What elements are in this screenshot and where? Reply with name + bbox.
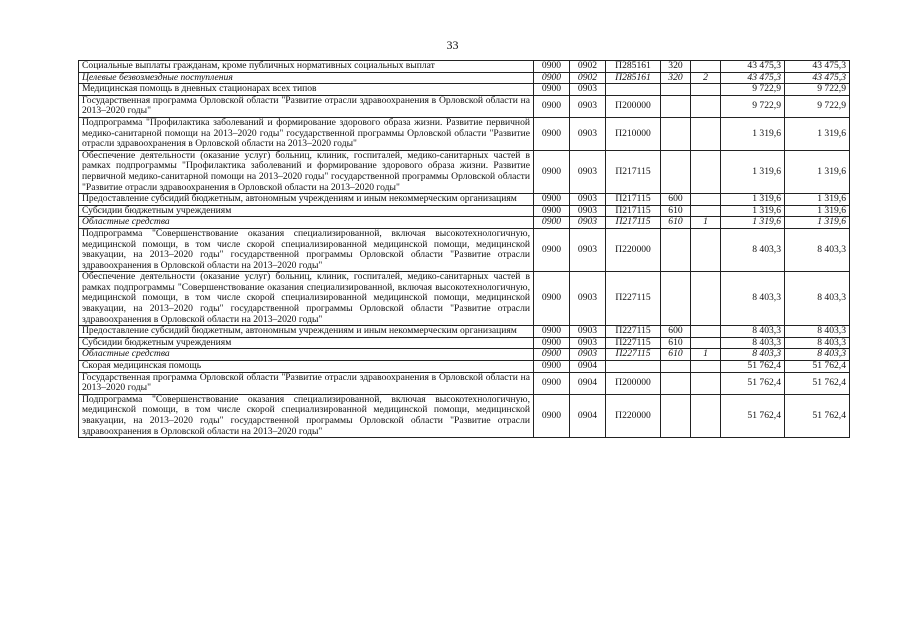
section-code-cell: 0900 bbox=[534, 349, 570, 361]
page-number: 33 bbox=[446, 38, 459, 52]
table-row bbox=[79, 95, 850, 117]
target-article-cell: П227115 bbox=[606, 349, 661, 361]
amount-cell-2: 1 319,6 bbox=[785, 117, 850, 150]
table-row bbox=[79, 361, 850, 373]
target-article-cell bbox=[606, 361, 661, 373]
target-article-cell: П217115 bbox=[606, 150, 661, 193]
funding-source-cell bbox=[691, 61, 721, 73]
table-row bbox=[79, 272, 850, 326]
amount-cell-1: 8 403,3 bbox=[721, 326, 785, 338]
funding-source-cell: 1 bbox=[691, 217, 721, 229]
target-article-cell bbox=[606, 84, 661, 96]
table-row bbox=[79, 372, 850, 394]
amount-cell-1: 43 475,3 bbox=[721, 72, 785, 84]
funding-source-cell bbox=[691, 228, 721, 271]
funding-source-cell bbox=[691, 372, 721, 394]
subsection-code-cell: 0903 bbox=[570, 349, 606, 361]
table-row bbox=[79, 217, 850, 229]
section-code-cell: 0900 bbox=[534, 205, 570, 217]
table-row bbox=[79, 61, 850, 73]
amount-cell-1: 51 762,4 bbox=[721, 372, 785, 394]
row-name-cell: Государственная программа Орловской области "Развитие отрасли здравоохранения в Орловской области на 2013–2020 годы" bbox=[79, 372, 534, 394]
expense-type-cell bbox=[661, 117, 691, 150]
row-name-cell: Предоставление субсидий бюджетным, автономным учреждениям и иным некоммерческим организациям bbox=[79, 194, 534, 206]
expense-type-cell bbox=[661, 95, 691, 117]
budget-table bbox=[78, 60, 850, 438]
subsection-code-cell: 0903 bbox=[570, 194, 606, 206]
section-code-cell: 0900 bbox=[534, 72, 570, 84]
target-article-cell: П217115 bbox=[606, 205, 661, 217]
amount-cell-1: 9 722,9 bbox=[721, 84, 785, 96]
row-name-cell: Обеспечение деятельности (оказание услуг) больниц, клиник, госпиталей, медико-санитарных частей в рамках подпрограммы "Совершенствование оказания специализированной, включая высокотехнологичную, медицинской помощи, в том числе скорой специализированной медицинской помощи, медицинской эвакуации, на 2013–2020 годы" государственной программы Орловской области "Развитие отрасли здравоохранения в Орловской области на 2013–2020 годы" bbox=[79, 272, 534, 326]
amount-cell-2: 8 403,3 bbox=[785, 272, 850, 326]
target-article-cell: П200000 bbox=[606, 95, 661, 117]
funding-source-cell: 1 bbox=[691, 349, 721, 361]
target-article-cell: П227115 bbox=[606, 337, 661, 349]
table-row bbox=[79, 337, 850, 349]
amount-cell-2: 9 722,9 bbox=[785, 84, 850, 96]
row-name-cell: Областные средства bbox=[79, 217, 534, 229]
row-name-cell: Областные средства bbox=[79, 349, 534, 361]
table-row bbox=[79, 84, 850, 96]
expense-type-cell: 320 bbox=[661, 61, 691, 73]
table-row bbox=[79, 150, 850, 193]
section-code-cell: 0900 bbox=[534, 61, 570, 73]
target-article-cell: П217115 bbox=[606, 194, 661, 206]
table-row bbox=[79, 117, 850, 150]
target-article-cell: П227115 bbox=[606, 326, 661, 338]
expense-type-cell: 610 bbox=[661, 217, 691, 229]
funding-source-cell bbox=[691, 337, 721, 349]
row-name-cell: Скорая медицинская помощь bbox=[79, 361, 534, 373]
amount-cell-2: 1 319,6 bbox=[785, 194, 850, 206]
expense-type-cell bbox=[661, 150, 691, 193]
subsection-code-cell: 0903 bbox=[570, 117, 606, 150]
target-article-cell: П210000 bbox=[606, 117, 661, 150]
row-name-cell: Подпрограмма "Совершенствование оказания специализированной, включая высокотехнологичную, медицинской помощи, в том числе скорой специализированной медицинской помощи, медицинской эвакуации, на 2013–2020 годы" государственной программы Орловской области "Развитие отрасли здравоохранения в Орловской области на 2013–2020 годы" bbox=[79, 394, 534, 437]
target-article-cell: П200000 bbox=[606, 372, 661, 394]
section-code-cell: 0900 bbox=[534, 150, 570, 193]
section-code-cell: 0900 bbox=[534, 217, 570, 229]
subsection-code-cell: 0903 bbox=[570, 337, 606, 349]
expense-type-cell: 610 bbox=[661, 205, 691, 217]
amount-cell-2: 43 475,3 bbox=[785, 72, 850, 84]
section-code-cell: 0900 bbox=[534, 372, 570, 394]
section-code-cell: 0900 bbox=[534, 326, 570, 338]
amount-cell-2: 8 403,3 bbox=[785, 337, 850, 349]
funding-source-cell bbox=[691, 361, 721, 373]
row-name-cell: Медицинская помощь в дневных стационарах всех типов bbox=[79, 84, 534, 96]
amount-cell-1: 8 403,3 bbox=[721, 349, 785, 361]
amount-cell-1: 1 319,6 bbox=[721, 194, 785, 206]
expense-type-cell: 320 bbox=[661, 72, 691, 84]
amount-cell-2: 8 403,3 bbox=[785, 228, 850, 271]
row-name-cell: Подпрограмма "Совершенствование оказания специализированной, включая высокотехнологичную, медицинской помощи, в том числе скорой специализированной медицинской помощи, медицинской эвакуации, на 2013–2020 годы" государственной программы Орловской области "Развитие отрасли здравоохранения в Орловской области на 2013–2020 годы" bbox=[79, 228, 534, 271]
subsection-code-cell: 0902 bbox=[570, 72, 606, 84]
section-code-cell: 0900 bbox=[534, 117, 570, 150]
row-name-cell: Предоставление субсидий бюджетным, автономным учреждениям и иным некоммерческим организациям bbox=[79, 326, 534, 338]
amount-cell-2: 1 319,6 bbox=[785, 205, 850, 217]
expense-type-cell bbox=[661, 272, 691, 326]
section-code-cell: 0900 bbox=[534, 228, 570, 271]
amount-cell-1: 8 403,3 bbox=[721, 228, 785, 271]
table-row bbox=[79, 394, 850, 437]
subsection-code-cell: 0903 bbox=[570, 217, 606, 229]
amount-cell-2: 1 319,6 bbox=[785, 217, 850, 229]
amount-cell-1: 8 403,3 bbox=[721, 337, 785, 349]
subsection-code-cell: 0903 bbox=[570, 326, 606, 338]
funding-source-cell: 2 bbox=[691, 72, 721, 84]
subsection-code-cell: 0904 bbox=[570, 372, 606, 394]
funding-source-cell bbox=[691, 95, 721, 117]
table-row bbox=[79, 228, 850, 271]
expense-type-cell bbox=[661, 84, 691, 96]
amount-cell-2: 51 762,4 bbox=[785, 372, 850, 394]
funding-source-cell bbox=[691, 117, 721, 150]
target-article-cell: П217115 bbox=[606, 217, 661, 229]
amount-cell-2: 43 475,3 bbox=[785, 61, 850, 73]
amount-cell-1: 43 475,3 bbox=[721, 61, 785, 73]
amount-cell-2: 9 722,9 bbox=[785, 95, 850, 117]
target-article-cell: П285161 bbox=[606, 72, 661, 84]
row-name-cell: Субсидии бюджетным учреждениям bbox=[79, 337, 534, 349]
amount-cell-1: 8 403,3 bbox=[721, 272, 785, 326]
amount-cell-1: 9 722,9 bbox=[721, 95, 785, 117]
funding-source-cell bbox=[691, 194, 721, 206]
table-row bbox=[79, 205, 850, 217]
funding-source-cell bbox=[691, 326, 721, 338]
subsection-code-cell: 0903 bbox=[570, 95, 606, 117]
target-article-cell: П285161 bbox=[606, 61, 661, 73]
row-name-cell: Государственная программа Орловской области "Развитие отрасли здравоохранения в Орловской области на 2013–2020 годы" bbox=[79, 95, 534, 117]
amount-cell-2: 8 403,3 bbox=[785, 349, 850, 361]
expense-type-cell: 600 bbox=[661, 326, 691, 338]
amount-cell-2: 8 403,3 bbox=[785, 326, 850, 338]
section-code-cell: 0900 bbox=[534, 361, 570, 373]
amount-cell-2: 51 762,4 bbox=[785, 394, 850, 437]
row-name-cell: Подпрограмма "Профилактика заболеваний и формирование здорового образа жизни. Развитие первичной медико-санитарной помощи на 2013–2020 годы" государственной программы Орловской области "Развитие отрасли здравоохранения в Орловской области на 2013–2020 годы" bbox=[79, 117, 534, 150]
section-code-cell: 0900 bbox=[534, 394, 570, 437]
subsection-code-cell: 0904 bbox=[570, 394, 606, 437]
row-name-cell: Социальные выплаты гражданам, кроме публичных нормативных социальных выплат bbox=[79, 61, 534, 73]
subsection-code-cell: 0904 bbox=[570, 361, 606, 373]
expense-type-cell: 600 bbox=[661, 194, 691, 206]
amount-cell-1: 1 319,6 bbox=[721, 117, 785, 150]
target-article-cell: П220000 bbox=[606, 228, 661, 271]
funding-source-cell bbox=[691, 84, 721, 96]
expense-type-cell bbox=[661, 372, 691, 394]
expense-type-cell bbox=[661, 394, 691, 437]
funding-source-cell bbox=[691, 150, 721, 193]
expense-type-cell: 610 bbox=[661, 349, 691, 361]
section-code-cell: 0900 bbox=[534, 95, 570, 117]
target-article-cell: П227115 bbox=[606, 272, 661, 326]
table-row bbox=[79, 72, 850, 84]
subsection-code-cell: 0903 bbox=[570, 205, 606, 217]
amount-cell-1: 1 319,6 bbox=[721, 205, 785, 217]
funding-source-cell bbox=[691, 272, 721, 326]
section-code-cell: 0900 bbox=[534, 194, 570, 206]
expense-type-cell bbox=[661, 228, 691, 271]
funding-source-cell bbox=[691, 205, 721, 217]
section-code-cell: 0900 bbox=[534, 337, 570, 349]
subsection-code-cell: 0903 bbox=[570, 228, 606, 271]
amount-cell-2: 51 762,4 bbox=[785, 361, 850, 373]
row-name-cell: Обеспечение деятельности (оказание услуг) больниц, клиник, госпиталей, медико-санитарных частей в рамках подпрограммы "Профилактика заболеваний и формирование здорового образа жизни. Развитие первичной медико-санитарной помощи на 2013–2020 годы" государственной программы Орловской области "Развитие отрасли здравоохранения в Орловской области на 2013–2020 годы" bbox=[79, 150, 534, 193]
funding-source-cell bbox=[691, 394, 721, 437]
subsection-code-cell: 0903 bbox=[570, 150, 606, 193]
expense-type-cell bbox=[661, 361, 691, 373]
amount-cell-2: 1 319,6 bbox=[785, 150, 850, 193]
row-name-cell: Субсидии бюджетным учреждениям bbox=[79, 205, 534, 217]
table-row bbox=[79, 349, 850, 361]
expense-type-cell: 610 bbox=[661, 337, 691, 349]
amount-cell-1: 51 762,4 bbox=[721, 394, 785, 437]
target-article-cell: П220000 bbox=[606, 394, 661, 437]
amount-cell-1: 51 762,4 bbox=[721, 361, 785, 373]
subsection-code-cell: 0902 bbox=[570, 61, 606, 73]
section-code-cell: 0900 bbox=[534, 84, 570, 96]
row-name-cell: Целевые безвозмездные поступления bbox=[79, 72, 534, 84]
amount-cell-1: 1 319,6 bbox=[721, 217, 785, 229]
amount-cell-1: 1 319,6 bbox=[721, 150, 785, 193]
table-row bbox=[79, 326, 850, 338]
section-code-cell: 0900 bbox=[534, 272, 570, 326]
subsection-code-cell: 0903 bbox=[570, 84, 606, 96]
subsection-code-cell: 0903 bbox=[570, 272, 606, 326]
table-row bbox=[79, 194, 850, 206]
